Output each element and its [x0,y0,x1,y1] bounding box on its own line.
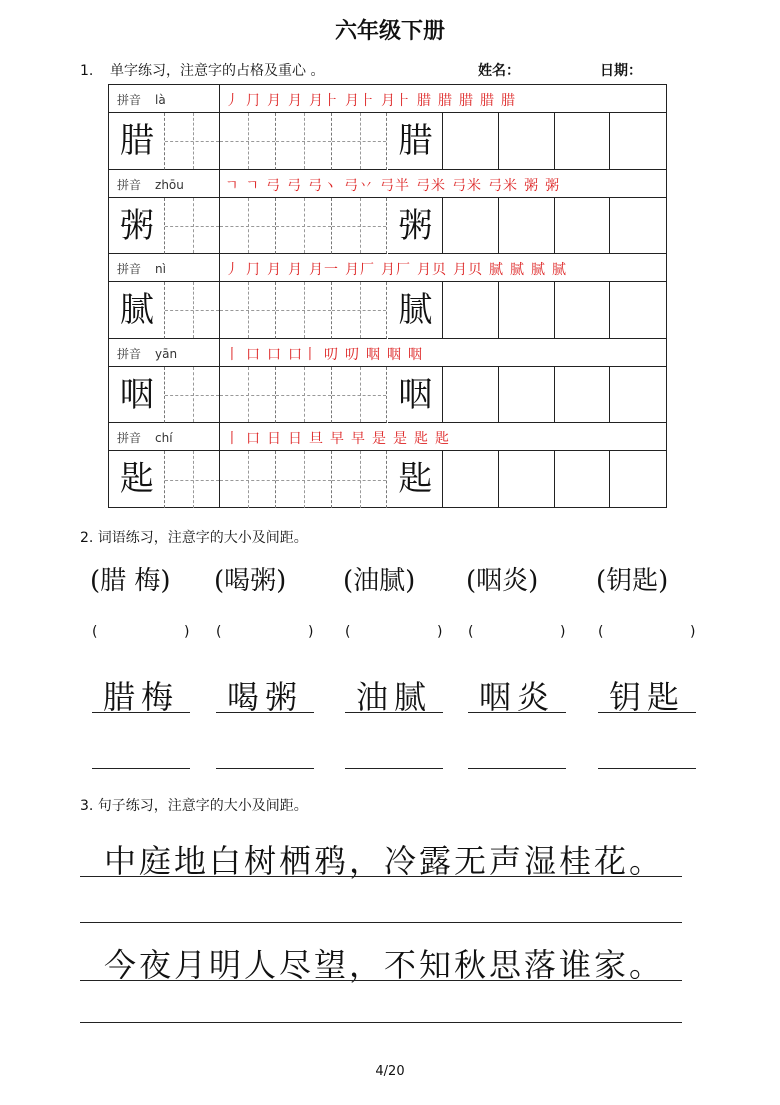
writing-cell[interactable] [276,367,332,424]
stroke-step: 月 [288,93,303,109]
writing-line[interactable] [598,712,696,713]
page-title: 六年级下册 [334,19,445,44]
stroke-step: 口 [246,431,261,448]
stroke-step: 月贝 [453,262,483,279]
stroke-order [225,175,566,195]
stroke-step: 腊 [480,93,495,109]
stroke-step: 月贝 [417,262,447,279]
writing-line[interactable] [598,768,696,769]
pinyin-row [109,85,666,113]
stroke-step: 月 [267,262,282,279]
pinyin-blank[interactable] [92,624,190,640]
pinyin-prefix: 拼音 [117,346,142,361]
stroke-step: 丨 [225,431,240,448]
guide-line [248,198,249,254]
guide-line [248,282,249,338]
guide-line [360,282,361,338]
writing-line[interactable] [345,768,443,769]
guide-line [193,451,194,508]
writing-cell[interactable] [499,198,555,255]
writing-cell[interactable] [610,367,666,424]
writing-row [109,198,666,255]
writing-cell[interactable] [109,198,165,255]
pinyin-prefix: 拼音 [117,177,142,192]
close-paren: ) [690,624,696,640]
pinyin-prefix: 拼音 [117,93,142,107]
writing-cell[interactable] [499,113,555,170]
guide-line [304,198,305,254]
close-paren: ) [308,624,314,640]
writing-cell[interactable] [555,113,611,170]
writing-cell[interactable] [443,198,499,255]
pinyin-text: zhōu [155,177,184,192]
stroke-step: 月 [288,262,303,279]
stroke-step: 粥 [524,177,540,194]
model-character: 腻 [119,290,154,331]
writing-line[interactable] [216,712,314,713]
writing-cell[interactable] [332,451,388,508]
pinyin-label [117,429,173,446]
guide-line [193,282,194,338]
stroke-order [225,90,522,110]
pinyin-prefix: 拼音 [117,262,142,277]
char-block [109,170,666,255]
stroke-step: 日 [267,431,282,448]
writing-cell[interactable] [109,113,165,170]
writing-row [109,282,666,339]
stroke-step: 口 [267,346,282,363]
sentence-line[interactable] [80,980,682,981]
stroke-step: ㄱ [245,177,261,194]
writing-cell[interactable] [165,113,221,170]
guide-line [193,367,194,423]
writing-row [109,113,666,170]
section1-heading [80,60,324,80]
char-block [109,254,666,339]
guide-line [304,367,305,423]
writing-cell[interactable] [443,451,499,508]
pinyin-separator [219,170,220,197]
open-paren: ( [345,624,351,640]
pinyin-separator [219,423,220,450]
writing-cell[interactable] [443,367,499,424]
stroke-step: 口丨 [288,346,318,363]
writing-cell[interactable] [555,451,611,508]
stroke-step: 弓 [266,177,282,194]
pinyin-label [117,176,184,193]
writing-cell[interactable] [332,282,388,339]
writing-cell[interactable] [165,198,221,255]
writing-line[interactable] [468,768,566,769]
writing-cell[interactable] [555,367,611,424]
writing-cell[interactable] [388,451,444,508]
model-character: 腊 [398,121,433,161]
writing-cell[interactable] [499,451,555,508]
writing-cell[interactable] [165,367,221,424]
writing-cell[interactable] [332,113,388,170]
sentence-model: 中庭地白树栖鸦，冷露无声湿桂花。 [104,842,665,880]
writing-cell[interactable] [610,198,666,255]
stroke-step: 咽 [387,346,402,363]
guide-line [193,198,194,254]
writing-cell[interactable] [332,198,388,255]
pinyin-separator [219,254,220,281]
word-sample: (喝粥) [214,566,287,596]
open-paren: ( [468,624,474,640]
stroke-step: 叨 [324,346,339,363]
guide-line [304,282,305,338]
writing-cell[interactable] [220,113,276,170]
stroke-step: 早 [351,431,366,448]
stroke-step: 腊 [438,93,453,109]
writing-cell[interactable] [499,282,555,339]
writing-cell[interactable] [443,282,499,339]
writing-row [109,367,666,424]
pinyin-separator [219,85,220,112]
char-block [109,339,666,424]
stroke-step: 弓 [287,177,303,194]
open-paren: ( [216,624,222,640]
writing-cell[interactable] [220,282,276,339]
stroke-step: 腻 [531,262,546,279]
stroke-step: 咽 [408,346,423,363]
model-character: 匙 [398,459,433,500]
guide-line [304,113,305,169]
close-paren: ) [184,624,190,640]
stroke-step: 月一 [309,262,339,279]
section1-text: 单字练习，注意字的占格及重心 。 [110,63,325,79]
word-sample: (钥匙) [596,566,669,596]
open-paren: ( [598,624,604,640]
stroke-step: 丿 [225,262,240,279]
section1-number: 1. [80,63,94,79]
writing-cell[interactable] [276,198,332,255]
writing-cell[interactable] [499,367,555,424]
word-sample: (咽炎) [466,566,539,596]
stroke-step: 弓半 [380,177,411,194]
pinyin-row [109,254,666,282]
stroke-step: 叨 [345,346,360,363]
stroke-step: 匙 [435,431,450,448]
writing-row [109,451,666,508]
writing-cell[interactable] [276,282,332,339]
stroke-step: 月 [267,93,282,109]
pinyin-row [109,339,666,367]
page-number: 4/20 [375,1064,405,1079]
stroke-step: 腻 [510,262,525,279]
word-model: 油腻 [355,678,432,716]
guide-line [248,113,249,169]
writing-cell[interactable] [443,113,499,170]
guide-line [304,451,305,508]
pinyin-blank[interactable] [468,624,566,640]
writing-cell[interactable] [165,451,221,508]
stroke-step: 是 [393,431,408,448]
guide-line [248,367,249,423]
model-character: 腻 [398,290,433,331]
writing-cell[interactable] [109,367,165,424]
pinyin-label [117,91,166,108]
writing-cell[interactable] [165,282,221,339]
char-block [109,85,666,170]
section2-heading: 2. 词语练习，注意字的大小及间距。 [80,530,308,546]
stroke-step: 月⺊ [381,93,411,109]
stroke-step: 月⺊ [309,93,339,109]
writing-cell[interactable] [555,282,611,339]
stroke-step: 弓ヽ [308,177,339,194]
stroke-step: ㄱ [225,177,240,194]
writing-cell[interactable] [276,451,332,508]
writing-line[interactable] [468,712,566,713]
pinyin-label [117,260,166,277]
pinyin-blank[interactable] [598,624,696,640]
close-paren: ) [437,624,443,640]
writing-cell[interactable] [610,282,666,339]
pinyin-row [109,423,666,451]
writing-cell[interactable] [220,198,276,255]
writing-cell[interactable] [610,451,666,508]
stroke-step: 月厂 [345,262,375,279]
guide-line [360,367,361,423]
writing-cell[interactable] [610,113,666,170]
writing-cell[interactable] [332,367,388,424]
word-model: 咽炎 [478,678,555,716]
writing-cell[interactable] [109,451,165,508]
section3-heading: 3. 句子练习，注意字的大小及间距。 [80,798,308,814]
guide-line [360,451,361,508]
writing-cell[interactable] [388,282,444,339]
name-label: 姓名： [478,63,520,79]
stroke-step: 日 [288,431,303,448]
stroke-step: 弓米 [452,177,483,194]
writing-line[interactable] [216,768,314,769]
guide-line [360,113,361,169]
stroke-step: 腊 [417,93,432,109]
writing-cell[interactable] [388,198,444,255]
stroke-step: 丿 [225,93,240,109]
date-label: 日期： [600,63,642,79]
stroke-step: 旦 [309,431,324,448]
guide-line [360,198,361,254]
word-model: 钥匙 [608,678,685,716]
stroke-order [225,428,456,448]
char-block [109,423,666,508]
pinyin-text: là [155,93,166,107]
stroke-step: 咽 [366,346,381,363]
writing-cell[interactable] [388,113,444,170]
stroke-step: 弓米 [416,177,447,194]
pinyin-text: chí [155,431,173,446]
sentence-line[interactable] [80,876,682,877]
stroke-step: 月⺊ [345,93,375,109]
close-paren: ) [560,624,566,640]
stroke-step: 腻 [489,262,504,279]
stroke-step: 粥 [545,177,561,194]
pinyin-prefix: 拼音 [117,431,142,446]
writing-line[interactable] [92,768,190,769]
word-sample: (腊 梅) [90,566,171,596]
writing-cell[interactable] [220,367,276,424]
sentence-line[interactable] [80,922,682,923]
pinyin-text: nì [155,262,166,277]
word-sample: (油腻) [343,566,416,596]
stroke-step: ⺆ [246,93,261,109]
pinyin-label [117,345,177,362]
model-character: 匙 [119,459,154,500]
pinyin-text: yān [155,346,178,361]
stroke-step: 弓米 [488,177,519,194]
word-model: 腊梅 [102,678,179,716]
writing-cell[interactable] [276,113,332,170]
stroke-step: 腻 [552,262,567,279]
stroke-step: ⺆ [246,262,261,279]
stroke-step: 腊 [459,93,474,109]
stroke-step: 弓丷 [344,177,375,194]
word-model: 喝粥 [226,678,303,716]
sentence-model: 今夜月明人尽望，不知秋思落谁家。 [104,946,665,984]
open-paren: ( [92,624,98,640]
pinyin-separator [219,339,220,366]
character-grid [108,84,667,508]
sentence-line[interactable] [80,1022,682,1023]
stroke-order [225,259,573,279]
model-character: 咽 [119,374,154,415]
pinyin-blank[interactable] [345,624,443,640]
writing-cell[interactable] [220,451,276,508]
pinyin-blank[interactable] [216,624,314,640]
model-character: 咽 [398,374,433,415]
stroke-step: 是 [372,431,387,448]
pinyin-row [109,170,666,198]
stroke-step: 匙 [414,431,429,448]
stroke-step: 月厂 [381,262,411,279]
model-character: 粥 [398,205,433,246]
stroke-order [225,344,429,364]
guide-line [193,113,194,169]
model-character: 粥 [119,205,154,246]
guide-line [248,451,249,508]
model-character: 腊 [119,121,154,161]
stroke-step: 早 [330,431,345,448]
stroke-step: 丨 [225,346,240,363]
writing-line[interactable] [92,712,190,713]
stroke-step: 口 [246,346,261,363]
writing-cell[interactable] [555,198,611,255]
stroke-step: 腊 [501,93,516,109]
writing-line[interactable] [345,712,443,713]
writing-cell[interactable] [388,367,444,424]
writing-cell[interactable] [109,282,165,339]
